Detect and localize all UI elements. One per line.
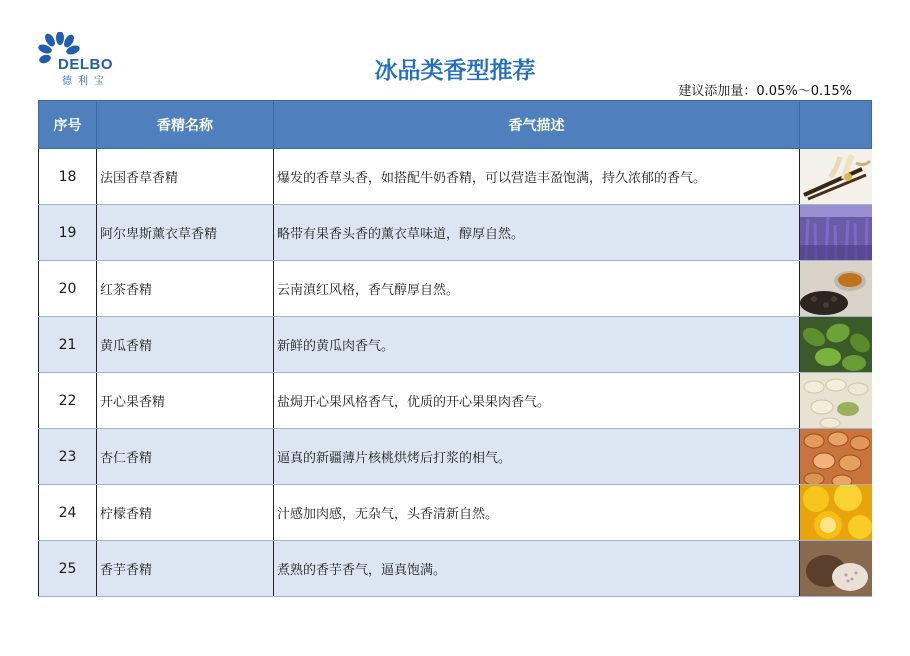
almond-image bbox=[800, 429, 872, 484]
row-number: 22 bbox=[39, 373, 97, 429]
aroma-description: 新鲜的黄瓜肉香气。 bbox=[274, 317, 800, 373]
page-title: 冰品类香型推荐 bbox=[374, 58, 536, 84]
header-number: 序号 bbox=[39, 101, 97, 149]
flavor-table bbox=[38, 100, 872, 597]
brand-name: DELBO bbox=[58, 56, 113, 73]
row-number: 20 bbox=[39, 261, 97, 317]
header-flavor-name: 香精名称 bbox=[97, 101, 274, 149]
flavor-name: 阿尔卑斯薰衣草香精 bbox=[97, 205, 274, 261]
flavor-name: 法国香草香精 bbox=[97, 149, 274, 205]
product-image-cell bbox=[800, 205, 872, 261]
flavor-name: 红茶香精 bbox=[97, 261, 274, 317]
taro-image bbox=[800, 541, 872, 596]
product-image-cell bbox=[800, 541, 872, 597]
row-number: 18 bbox=[39, 149, 97, 205]
aroma-description: 爆发的香草头香，如搭配牛奶香精，可以营造丰盈饱满，持久浓郁的香气。 bbox=[274, 149, 800, 205]
flavor-name: 柠檬香精 bbox=[97, 485, 274, 541]
table-row bbox=[39, 429, 872, 485]
aroma-description: 略带有果香头香的薰衣草味道，醇厚自然。 bbox=[274, 205, 800, 261]
row-number: 24 bbox=[39, 485, 97, 541]
product-image-cell bbox=[800, 429, 872, 485]
table-row bbox=[39, 485, 872, 541]
product-image-cell bbox=[800, 373, 872, 429]
product-image-cell bbox=[800, 485, 872, 541]
table-row bbox=[39, 205, 872, 261]
flavor-name: 杏仁香精 bbox=[97, 429, 274, 485]
row-number: 23 bbox=[39, 429, 97, 485]
cucumber-image bbox=[800, 317, 872, 372]
dosage-note: 建议添加量：0.05%～0.15% bbox=[678, 84, 852, 99]
table-row bbox=[39, 317, 872, 373]
lemon-image bbox=[800, 485, 872, 540]
header-aroma-description: 香气描述 bbox=[274, 101, 800, 149]
table-row bbox=[39, 149, 872, 205]
row-number: 25 bbox=[39, 541, 97, 597]
table-row bbox=[39, 261, 872, 317]
pistachio-image bbox=[800, 373, 872, 428]
vanilla-pods-image bbox=[800, 149, 872, 204]
table-header-row bbox=[39, 101, 872, 149]
black-tea-image bbox=[800, 261, 872, 316]
lavender-field-image bbox=[800, 205, 872, 260]
table-row bbox=[39, 373, 872, 429]
product-image-cell bbox=[800, 317, 872, 373]
aroma-description: 汁感加肉感，无杂气，头香清新自然。 bbox=[274, 485, 800, 541]
aroma-description: 逼真的新疆薄片核桃烘烤后打浆的相气。 bbox=[274, 429, 800, 485]
product-image-cell bbox=[800, 261, 872, 317]
flavor-name: 黄瓜香精 bbox=[97, 317, 274, 373]
aroma-description: 云南滇红风格，香气醇厚自然。 bbox=[274, 261, 800, 317]
aroma-description: 盐焗开心果风格香气，优质的开心果果肉香气。 bbox=[274, 373, 800, 429]
row-number: 21 bbox=[39, 317, 97, 373]
brand-name-cn: 德利宝 bbox=[62, 76, 110, 87]
product-image-cell bbox=[800, 149, 872, 205]
aroma-description: 煮熟的香芋香气，逼真饱满。 bbox=[274, 541, 800, 597]
row-number: 19 bbox=[39, 205, 97, 261]
header-image bbox=[800, 101, 872, 149]
table-row bbox=[39, 541, 872, 597]
flavor-name: 开心果香精 bbox=[97, 373, 274, 429]
flavor-name: 香芋香精 bbox=[97, 541, 274, 597]
